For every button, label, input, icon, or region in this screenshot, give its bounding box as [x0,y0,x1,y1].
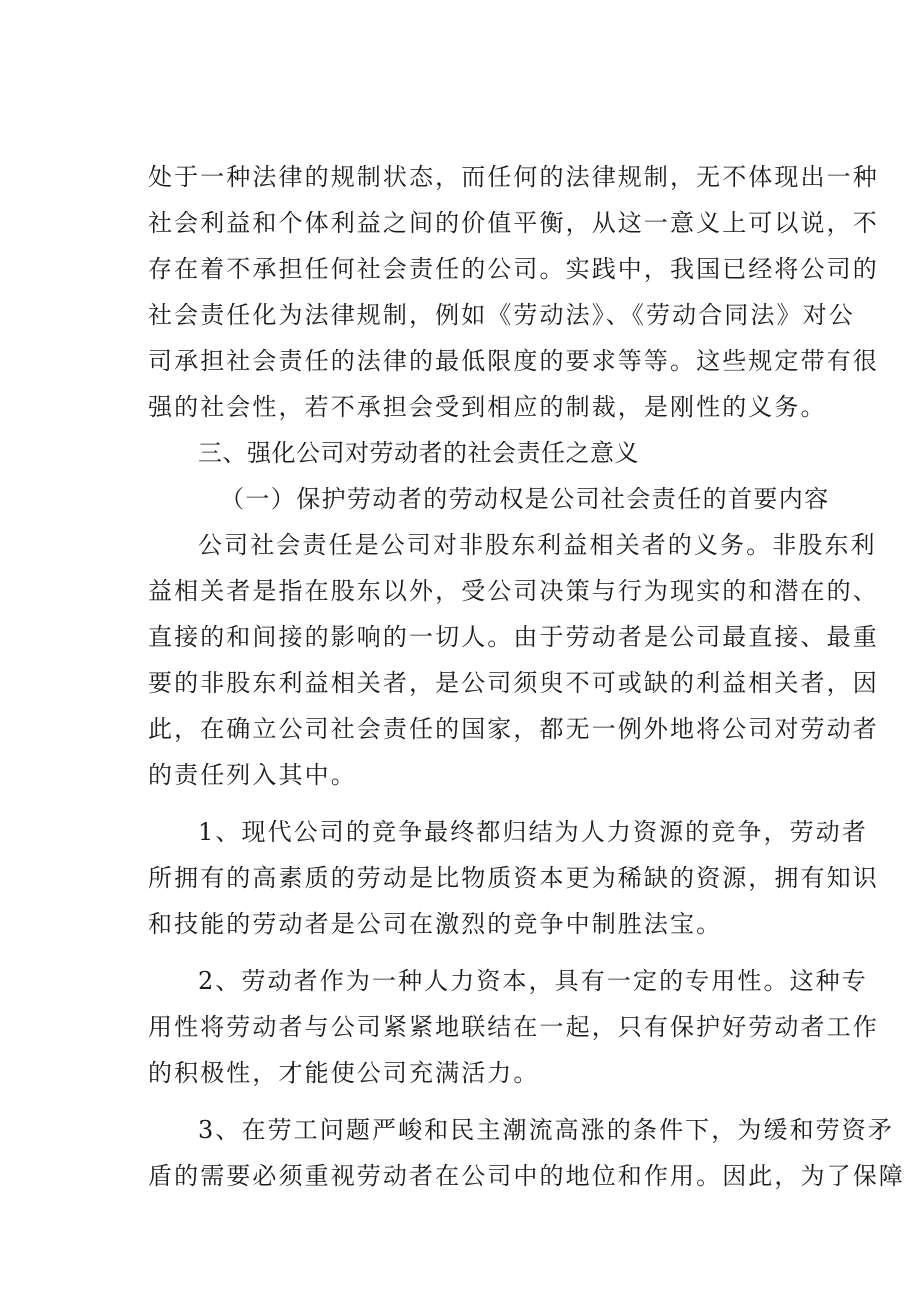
text-line: 此，在确立公司社会责任的国家，都无一例外地将公司对劳动者 [148,715,879,743]
text-line: 盾的需要必须重视劳动者在公司中的地位和作用。因此，为了保障 [148,1162,905,1190]
subsection-heading [148,476,830,522]
document-page [148,154,905,1199]
text-line: 3、在劳工问题严峻和民主潮流高涨的条件下，为缓和劳资矛 [198,1116,894,1144]
text-line: 用性将劳动者与公司紧紧地联结在一起，只有保护好劳动者工作 [148,1013,879,1041]
text-line: 益相关者是指在股东以外，受公司决策与行为现实的和潜在的、 [148,577,879,605]
text-line: 处于一种法律的规制状态，而任何的法律规制，无不体现出一种 [148,163,879,191]
section-title: 三、强化公司对劳动者的社会责任之意义 [198,439,639,467]
text-line: 和技能的劳动者是公司在激烈的竞争中制胜法宝。 [148,910,723,938]
text-line: 直接的和间接的影响的一切人。由于劳动者是公司最直接、最重 [148,623,879,651]
paragraph-definition [148,522,879,798]
text-line: 1、现代公司的竞争最终都归结为人力资源的竞争，劳动者 [198,818,868,846]
subsection-title: （一）保护劳动者的劳动权是公司社会责任的首要内容 [220,485,830,513]
text-line: 社会利益和个体利益之间的价值平衡，从这一意义上可以说，不 [148,209,879,237]
text-line: 要的非股东利益相关者，是公司须臾不可或缺的利益相关者，因 [148,669,879,697]
text-line: 社会责任化为法律规制，例如《劳动法》、《劳动合同法》对公 [148,301,855,329]
paragraph-continuation [148,154,879,430]
text-line: 司承担社会责任的法律的最低限度的要求等等。这些规定带有很 [148,347,879,375]
text-line: 的责任列入其中。 [148,761,357,789]
section-heading [148,430,798,476]
paragraph-point-3 [148,1107,905,1199]
text-line: 所拥有的高素质的劳动是比物质资本更为稀缺的资源，拥有知识 [148,864,879,892]
paragraph-point-1 [148,809,879,947]
text-line: 2、劳动者作为一种人力资本，具有一定的专用性。这种专 [198,967,868,995]
text-line: 的积极性，才能使公司充满活力。 [148,1059,540,1087]
text-line: 公司社会责任是公司对非股东利益相关者的义务。非股东利 [198,531,877,559]
text-line: 存在着不承担任何社会责任的公司。实践中，我国已经将公司的 [148,255,879,283]
paragraph-point-2 [148,958,879,1096]
text-line: 强的社会性，若不承担会受到相应的制裁，是刚性的义务。 [148,393,827,421]
